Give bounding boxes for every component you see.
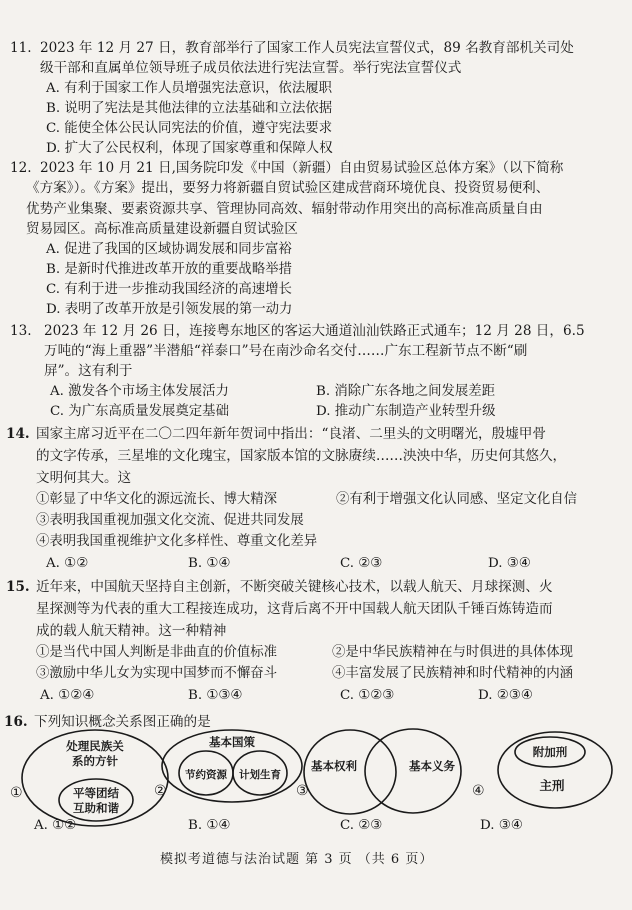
question-number: 11. — [10, 40, 32, 56]
page-footer: 模拟考道德与法治试题 第 3 页 （共 6 页） — [160, 852, 434, 867]
statement-2: ②是中华民族精神在与时俱进的具体体现 — [332, 645, 574, 660]
option-b: B. ①④ — [188, 556, 231, 571]
question-number: 16. — [4, 714, 28, 730]
option-a: A. 激发各个市场主体发展活力 — [50, 384, 229, 399]
diagram2-marker: ② — [154, 783, 167, 799]
question-number: 12. — [10, 160, 32, 176]
question-stem-line: 星探测等为代表的重大工程接连成功，这背后离不开中国载人航天团队千锤百炼铸造而 — [36, 601, 553, 617]
option-b: B. 说明了宪法是其他法律的立法基础和立法依据 — [46, 101, 333, 116]
question-stem-line: 优势产业集聚、要素资源共享、管理协同高效、辐射带动作用突出的高标准高质量自由 — [26, 201, 543, 217]
option-c: C. ②③ — [340, 556, 383, 571]
option-a: A. 有利于国家工作人员增强宪法意识，依法履职 — [46, 81, 332, 96]
question-stem-line: 2023 年 10 月 21 日,国务院印发《中国（新疆）自由贸易试验区总体方案》（以下简称 — [40, 160, 564, 176]
option-d: D. 扩大了公民权利，体现了国家尊重和保障人权 — [46, 141, 333, 156]
question-stem: 下列知识概念关系图正确的是 — [34, 714, 211, 730]
statement-4: ④丰富发展了民族精神和时代精神的内涵 — [332, 666, 574, 681]
question-stem-line: 国家主席习近平在二〇二四年新年贺词中指出：“良渚、二里头的文明曙光，殷墟甲骨 — [36, 426, 546, 442]
diagram1-inner-label-line1: 平等团结 — [73, 786, 119, 800]
diagram4-marker: ④ — [472, 783, 485, 799]
diagram4-outer-ellipse — [498, 732, 612, 808]
question-stem-line: 级干部和直属单位领导班子成员依法进行宪法宣誓。举行宪法宣誓仪式 — [40, 60, 462, 76]
option-a: A. 促进了我国的区域协调发展和同步富裕 — [46, 242, 292, 257]
diagram2-left-label: 节约资源 — [185, 769, 227, 781]
option-c: C. ②③ — [340, 818, 383, 833]
option-a: A. ①② — [46, 556, 89, 571]
option-c: C. 能使全体公民认同宪法的价值，遵守宪法要求 — [46, 121, 333, 136]
option-d: D. ③④ — [480, 818, 523, 833]
option-c: C. 为广东高质量发展奠定基础 — [50, 404, 229, 419]
question-stem-line: 万吨的“海上重器”半潜船“祥泰口”号在南沙命名交付……广东工程新节点不断“刷 — [44, 343, 528, 359]
diagram3-left-label: 基本权利 — [311, 759, 357, 773]
question-stem-line: 的文字传承，三星堆的文化瑰宝，国家版本馆的文脉赓续……泱泱中华，历史何其悠久， — [36, 448, 567, 464]
diagram1-inner-label-line2: 互助和谐 — [73, 801, 119, 815]
option-c: C. 有利于进一步推动我国经济的高速增长 — [46, 282, 292, 297]
diagram2-right-label: 计划生育 — [239, 769, 281, 781]
option-d: D. 推动广东制造产业转型升级 — [316, 404, 496, 419]
concept-diagrams — [0, 728, 632, 848]
question-stem-line: 屏”。这有利于 — [44, 363, 133, 379]
option-a: A. ①②④ — [40, 688, 95, 703]
option-d: D. 表明了改革开放是引领发展的第一动力 — [46, 302, 293, 317]
option-b: B. 消除广东各地之间发展差距 — [316, 384, 496, 399]
question-stem-line: 2023 年 12 月 26 日，连接粤东地区的客运大通道汕汕铁路正式通车；12 月 28 日，6.5 — [44, 323, 585, 339]
diagram2-outer-label: 基本国策 — [209, 735, 255, 749]
diagram3-marker: ③ — [296, 783, 309, 799]
statement-3: ③表明我国重视加强文化交流、促进共同发展 — [36, 513, 304, 528]
question-number: 14. — [6, 426, 30, 442]
option-d: D. ②③④ — [478, 688, 533, 703]
diagram4-inner-label: 附加刑 — [532, 745, 568, 759]
question-stem-line: 文明何其大。这 — [36, 470, 132, 486]
statement-3: ③激励中华儿女为实现中国梦而不懈奋斗 — [36, 666, 278, 681]
question-stem-line: 贸易园区。高标准高质量建设新疆自贸试验区 — [26, 221, 298, 237]
question-number: 15. — [6, 579, 30, 595]
option-d: D. ③④ — [488, 556, 531, 571]
option-b: B. ①③④ — [188, 688, 243, 703]
option-b: B. ①④ — [188, 818, 231, 833]
option-a: A. ①② — [34, 818, 77, 833]
option-b: B. 是新时代推进改革开放的重要战略举措 — [46, 262, 292, 277]
diagram3-right-label: 基本义务 — [409, 759, 455, 773]
diagram1-outer-label-line1: 处理民族关 — [66, 739, 124, 753]
statement-1: ①是当代中国人判断是非曲直的价值标准 — [36, 645, 278, 660]
question-number: 13. — [10, 323, 32, 339]
question-stem-line: 2023 年 12 月 27 日，教育部举行了国家工作人员宪法宣誓仪式，89 名教育部机关司处 — [40, 40, 574, 56]
question-stem-line: 成的载人航天精神。这一种精神 — [36, 623, 227, 639]
question-stem-line: 近年来，中国航天坚持自主创新，不断突破关键核心技术，以载人航天、月球探测、火 — [36, 579, 553, 595]
statement-1: ①彰显了中华文化的源远流长、博大精深 — [36, 492, 278, 507]
question-stem-line: 《方案》）。《方案》提出，要努力将新疆自贸试验区建成营商环境优良、投资贸易便利、 — [26, 180, 550, 196]
diagram1-outer-label-line2: 系的方针 — [72, 754, 118, 768]
option-c: C. ①②③ — [340, 688, 395, 703]
statement-2: ②有利于增强文化认同感、坚定文化自信 — [336, 492, 578, 507]
statement-4: ④表明我国重视维护文化多样性、尊重文化差异 — [36, 534, 318, 549]
diagram1-marker: ① — [10, 785, 23, 801]
diagram4-outer-label: 主刑 — [539, 778, 565, 793]
